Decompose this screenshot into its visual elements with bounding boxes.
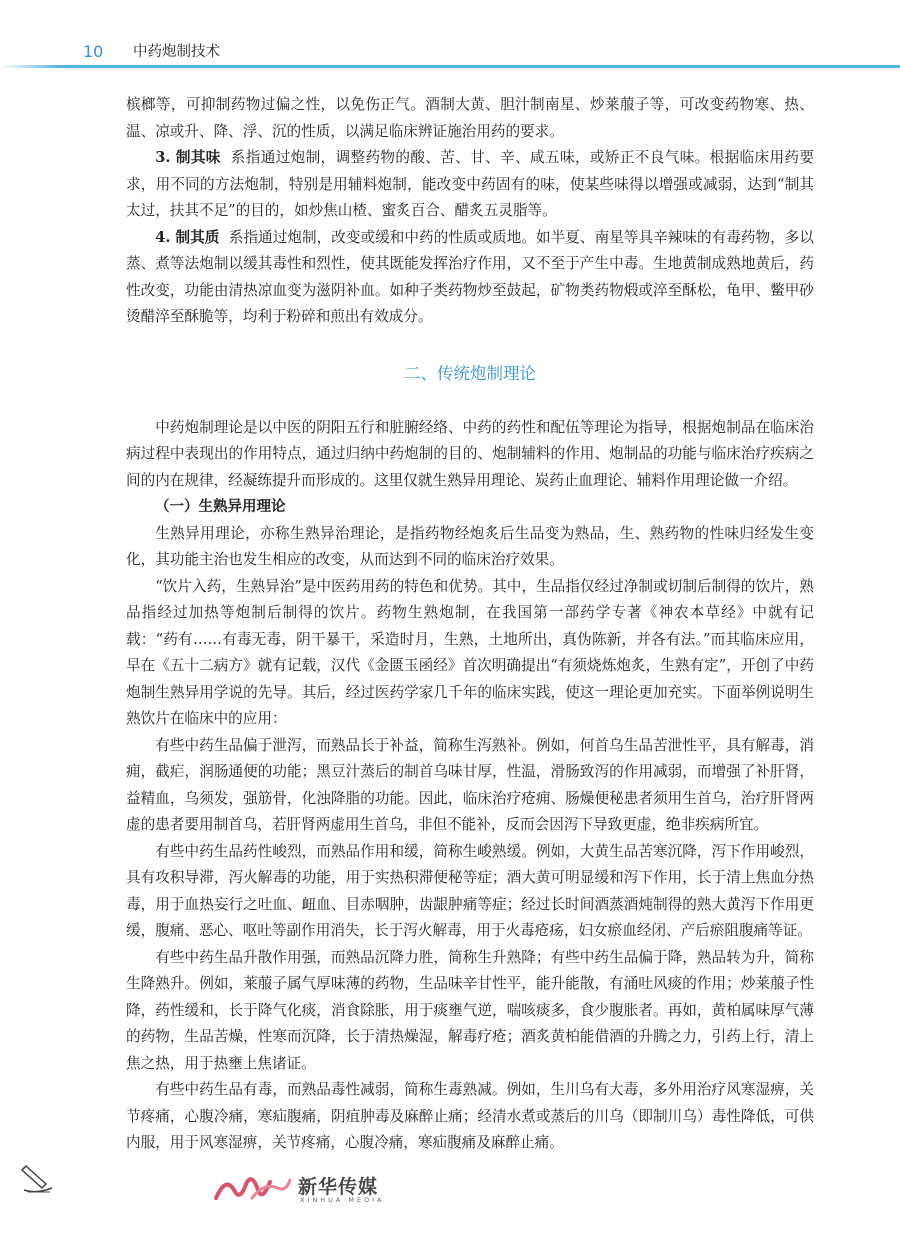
section-title: 二、传统炮制理论 [404, 363, 536, 383]
item-text: 系指通过炮制，改变或缓和中药的性质或质地。如半夏、南星等具辛辣味的有毒药物，多以蒸、煮等法炮制以缓其毒性和烈性，使其既能发挥治疗作用，又不至于产生中毒。生地黄制成熟地黄后，药性改变，功能由清热凉血变为滋阴补血。如种子类药物炒至鼓起，矿物类药物煅或淬至酥松，龟甲、鳖甲砂烫醋淬至酥脆等，均利于粉碎和煎出有效成分。 [126, 228, 814, 325]
item-heading: 3. 制其味 [155, 149, 221, 166]
item-text: 系指通过炮制，调整药物的酸、苦、甘、辛、咸五味，或矫正不良气味。根据临床用药要求，用不同的方法炮制，特别是用辅料炮制，能改变中药固有的味，使某些味得以增强或减弱，达到“制其太过，扶其不足”的目的，如炒焦山楂、蜜炙百合、醋炙五灵脂等。 [126, 149, 814, 219]
subsection-title: （一）生熟异用理论 [155, 499, 286, 515]
paragraph: 有些中药生品药性峻烈，而熟品作用和缓，简称生峻熟缓。例如，大黄生品苦寒沉降，泻下作用峻烈，具有攻积导滞，泻火解毒的功能，用于实热积滞便秘等症；酒大黄可明显缓和泻下作用，长于清上焦血分热毒，用于血热妄行之吐血、衄血、目赤咽肿，齿龈肿痛等症；经过长时间酒蒸酒炖制得的熟大黄泻下作用更缓，腹痛、恶心、呕吐等副作用消失，长于泻火解毒，用于火毒疮疡，妇女瘀血经闭、产后瘀阻腹痛等证。 [126, 842, 814, 939]
logo-subtext: XINHUA MEDIA [300, 1196, 385, 1204]
paragraph: 有些中药生品有毒，而熟品毒性减弱，简称生毒熟减。例如，生川乌有大毒，多外用治疗风寒湿痹，关节疼痛，心腹冷痛，寒疝腹痛，阴疽肿毒及麻醉止痛；经清水煮或蒸后的川乌（即制川乌）毒性降低，可供内服，用于风寒湿痹，关节疼痛，心腹冷痛，寒疝腹痛及麻醉止痛。 [126, 1081, 814, 1151]
xinhua-logo-icon [212, 1168, 292, 1208]
page-header [0, 40, 900, 72]
paragraph: “饮片入药，生熟异治”是中医药用药的特色和优势。其中，生品指仅经过净制或切制后制得的饮片，熟品指经过加热等炮制后制得的饮片。药物生熟炮制，在我国第一部药学专著《神农本草经》中就有记载：“药有……有毒无毒，阴干暴干，采造时月，生熟，土地所出，真伪陈新，并各有法。”而其临床应用，早在《五十二病方》就有记载，汉代《金匮玉函经》首次明确提出“有须烧炼炮炙，生熟有定”，开创了中药炮制生熟异用学说的先导。其后，经过医药学家几千年的临床实践，使这一理论更加充实。下面举例说明生熟饮片在临床中的应用： [126, 577, 814, 727]
logo-text: 新华传媒 [298, 1176, 379, 1198]
pen-icon [18, 1158, 58, 1198]
paragraph: 有些中药生品偏于泄泻，而熟品长于补益，简称生泻熟补。例如，何首乌生品苦泄性平，具有解毒，消痈，截疟，润肠通便的功能；黑豆汁蒸后的制首乌味甘厚，性温，滑肠致泻的作用减弱，而增强了补肝肾，益精血，乌须发，强筋骨，化浊降脂的功能。因此，临床治疗疮痈、肠燥便秘患者须用生首乌，治疗肝肾两虚的患者要用制首乌，若肝肾两虚用生首乌，非但不能补，反而会因泻下导致更虚，绝非疾病所宜。 [126, 736, 814, 833]
paragraph: 中药炮制理论是以中医的阴阳五行和脏腑经络、中药的药性和配伍等理论为指导，根据炮制品在临床治病过程中表现出的作用特点，通过归纳中药炮制的目的、炮制辅料的作用、炮制品的功能与临床治疗疾病之间的内在规律，经凝练提升而形成的。这里仅就生熟异用理论、炭药止血理论、辅料作用理论做一介绍。 [126, 418, 814, 489]
publisher-logo [212, 1168, 412, 1208]
page-body [126, 92, 814, 1157]
header-rule [0, 65, 900, 68]
paragraph [126, 145, 814, 225]
paragraph: 槟榔等，可抑制药物过偏之性，以免伤正气。酒制大黄、胆汁制南星、炒莱菔子等，可改变药物寒、热、温、凉或升、降、浮、沉的性质，以满足临床辨证施治用药的要求。 [126, 96, 814, 140]
paragraph: 有些中药生品升散作用强，而熟品沉降力胜，简称生升熟降；有些中药生品偏于降，熟品转为升，简称生降熟升。例如，莱菔子属气厚味薄的药物，生品味辛甘性平，能升能散，有涌吐风痰的作用；炒莱菔子性降，药性缓和，长于降气化痰，消食除胀，用于痰壅气逆，喘咳痰多，食少腹胀者。再如，黄柏属味厚气薄的药物，生品苦燥，性寒而沉降，长于清热燥湿，解毒疗疮；酒炙黄柏能借酒的升腾之力，引药上行，清上焦之热，用于热壅上焦诸证。 [126, 948, 814, 1072]
item-heading: 4. 制其质 [155, 228, 220, 246]
book-title: 中药炮制技术 [133, 44, 220, 60]
paragraph: 生熟异用理论，亦称生熟异治理论，是指药物经炮炙后生品变为熟品，生、熟药物的性味归经发生变化，其功能主治也发生相应的改变，从而达到不同的临床治疗效果。 [126, 524, 814, 568]
paragraph [126, 225, 814, 331]
page-number: 10 [83, 42, 104, 61]
